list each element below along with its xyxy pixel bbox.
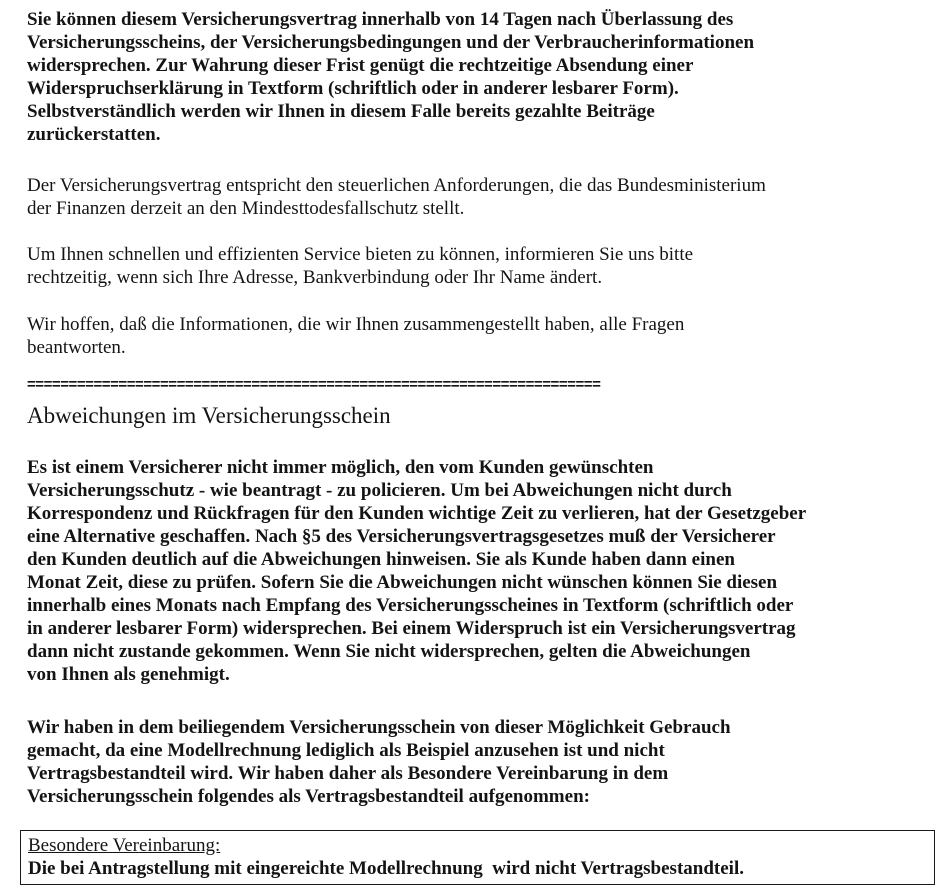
text-line: Versicherungsschein folgendes als Vertragsbestandteil aufgenommen: xyxy=(27,786,590,807)
text-line: Versicherungsscheins, der Versicherungsbedingungen und der Verbraucherinformationen xyxy=(27,32,755,53)
text-line: von Ihnen als genehmigt. xyxy=(27,664,230,685)
intro-paragraph xyxy=(27,8,754,146)
text-line: widersprechen. Zur Wahrung dieser Frist genügt die rechtzeitige Absendung einer xyxy=(27,55,694,76)
text-line: Um Ihnen schnellen und effizienten Service bieten zu können, informieren Sie uns bitte xyxy=(27,244,694,265)
separator-line: ===================================================================== xyxy=(27,376,601,393)
text-line: in anderer lesbarer Form) widersprechen. Bei einem Widerspruch ist ein Versicherungsvertrag xyxy=(27,618,796,639)
text-line: Korrespondenz und Rückfragen für den Kunden wichtige Zeit zu verlieren, hat der Gesetzgeber xyxy=(27,503,807,524)
text-line: Selbstverständlich werden wir Ihnen in diesem Falle bereits gezahlte Beiträge xyxy=(27,101,655,122)
special-agreement-text: Die bei Antragstellung mit eingereichte Modellrechnung wird nicht Vertragsbestandteil. xyxy=(28,858,744,879)
text-line: rechtzeitig, wenn sich Ihre Adresse, Bankverbindung oder Ihr Name ändert. xyxy=(27,267,603,288)
text-line: Wir hoffen, daß die Informationen, die wir Ihnen zusammengestellt haben, alle Fragen xyxy=(27,314,685,335)
section-heading: Abweichungen im Versicherungsschein xyxy=(27,403,391,428)
text-line: beantworten. xyxy=(27,337,126,358)
usage-paragraph xyxy=(27,716,731,808)
service-paragraph xyxy=(27,243,693,289)
text-line: Sie können diesem Versicherungsvertrag innerhalb von 14 Tagen nach Überlassung des xyxy=(27,9,734,30)
text-line: der Finanzen derzeit an den Mindesttodesfallschutz stellt. xyxy=(27,198,465,219)
text-line: dann nicht zustande gekommen. Wenn Sie nicht widersprechen, gelten die Abweichungen xyxy=(27,641,751,662)
special-agreement-box xyxy=(20,830,935,885)
text-line: zurückerstatten. xyxy=(27,124,161,145)
text-line: Vertragsbestandteil wird. Wir haben daher als Besondere Vereinbarung in dem xyxy=(27,763,669,784)
deviation-paragraph xyxy=(27,456,806,686)
text-line: gemacht, da eine Modellrechnung lediglich als Beispiel anzusehen ist und nicht xyxy=(27,740,665,761)
hope-paragraph xyxy=(27,313,684,359)
text-line: Widerspruchserklärung in Textform (schriftlich oder in anderer lesbarer Form). xyxy=(27,78,679,99)
text-line: den Kunden deutlich auf die Abweichungen hinweisen. Sie als Kunde haben dann einen xyxy=(27,549,735,570)
text-line: innerhalb eines Monats nach Empfang des Versicherungsscheines in Textform (schriftlich oder xyxy=(27,595,794,616)
text-line: Der Versicherungsvertrag entspricht den steuerlichen Anforderungen, die das Bundesministerium xyxy=(27,175,766,196)
text-line: Wir haben in dem beiliegendem Versicherungsschein von dieser Möglichkeit Gebrauch xyxy=(27,717,731,738)
text-line: Monat Zeit, diese zu prüfen. Sofern Sie die Abweichungen nicht wünschen können Sie diesen xyxy=(27,572,778,593)
text-line: Es ist einem Versicherer nicht immer möglich, den vom Kunden gewünschten xyxy=(27,457,654,478)
tax-paragraph xyxy=(27,174,766,220)
text-line: eine Alternative geschaffen. Nach §5 des Versicherungsvertragsgesetzes muß der Versicherer xyxy=(27,526,776,547)
text-line: Versicherungsschutz - wie beantragt - zu policieren. Um bei Abweichungen nicht durch xyxy=(27,480,732,501)
special-agreement-title: Besondere Vereinbarung: xyxy=(28,835,221,856)
